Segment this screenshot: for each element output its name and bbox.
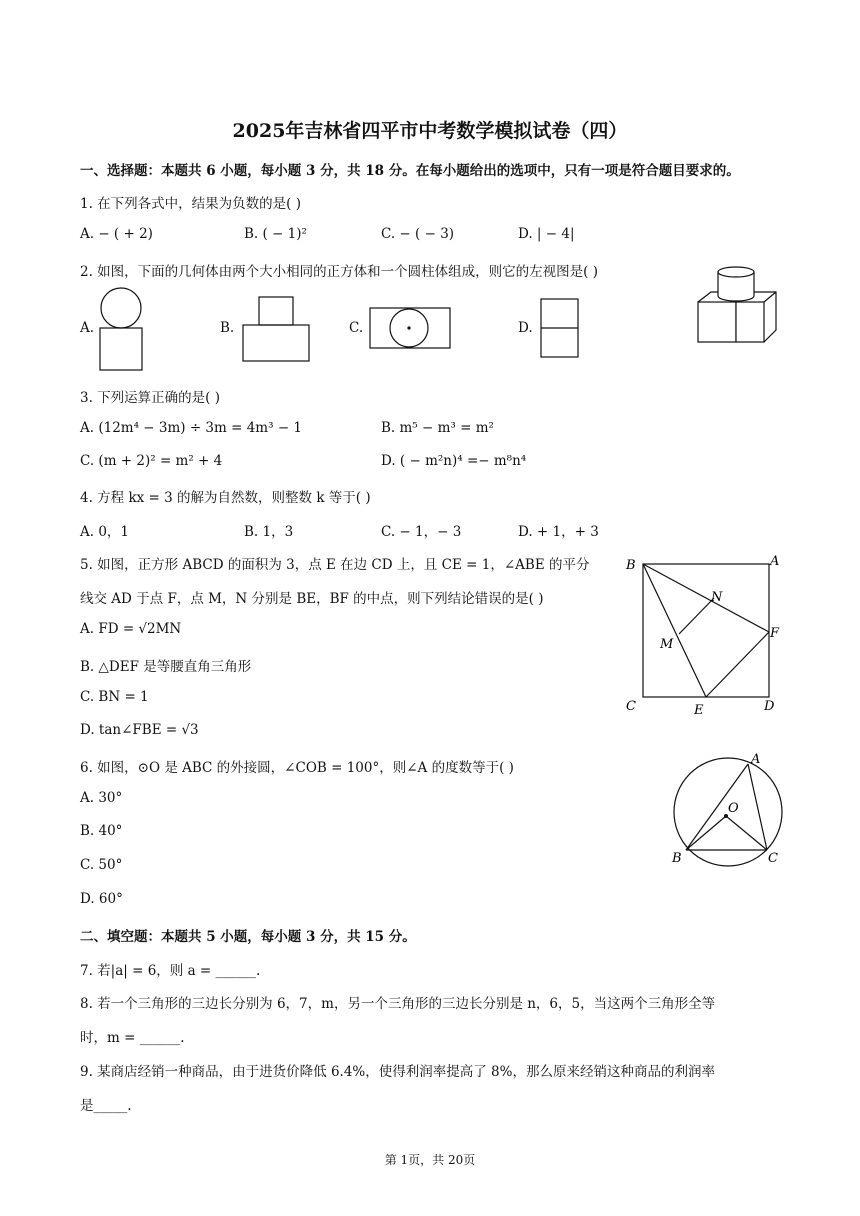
- q6-label-o: O: [728, 801, 739, 816]
- q6-stem: 6. 如图，⊙O 是 ABC 的外接圆，∠COB = 100°，则∠A 的度数等于( ): [80, 760, 514, 776]
- q9-line2: 是_____.: [80, 1098, 132, 1114]
- q6-option-d: D. 60°: [80, 891, 123, 907]
- q5-option-a: A. FD = √2MN: [80, 621, 182, 637]
- q4-option-b: B. 1，3: [244, 524, 294, 540]
- q4-stem: 4. 方程 kx = 3 的解为自然数，则整数 k 等于( ): [80, 490, 371, 506]
- q9-line1: 9. 某商店经销一种商品，由于进货价降低 6.4%，使得利润率提高了 8%，那么原来经销这种商品的利润率: [80, 1064, 715, 1080]
- q5-label-a: A: [770, 554, 780, 569]
- q4-option-c: C. − 1，− 3: [381, 524, 462, 540]
- q4-option-d: D. + 1，+ 3: [518, 524, 599, 540]
- section-choice-heading: 一、选择题：本题共 6 小题，每小题 3 分，共 18 分。在每小题给出的选项中，只有一项是符合题目要求的。: [80, 163, 740, 179]
- q1-option-b: B. ( − 1)²: [244, 226, 307, 242]
- q1-stem: 1. 在下列各式中，结果为负数的是( ): [80, 196, 301, 212]
- q3-option-d: D. ( − m²n)⁴ =− m⁸n⁴: [381, 453, 527, 469]
- q5-label-f: F: [770, 626, 780, 641]
- q3-option-b: B. m⁵ − m³ = m²: [381, 420, 494, 436]
- q5-option-d: D. tan∠FBE = √3: [80, 722, 199, 738]
- q2-option-c: C.: [349, 320, 364, 336]
- q6-label-a: A: [751, 752, 761, 767]
- q2-option-d: D.: [518, 320, 533, 336]
- q4-option-a: A. 0，1: [80, 524, 130, 540]
- q1-option-c: C. − ( − 3): [381, 226, 455, 242]
- q5-option-b: B. △DEF 是等腰直角三角形: [80, 659, 252, 675]
- q5-label-c: C: [626, 699, 636, 714]
- q5-label-m: M: [660, 637, 674, 652]
- q5-stem-line2: 线交 AD 于点 F，点 M，N 分别是 BE，BF 的中点，则下列结论错误的是( ): [80, 591, 544, 607]
- q8-line1: 8. 若一个三角形的三边长分别为 6，7，m，另一个三角形的三边长分别是 n，6，5，当这两个三角形全等: [80, 996, 716, 1012]
- q2-figure-c: [369, 306, 451, 350]
- q5-option-c: C. BN = 1: [80, 689, 149, 705]
- q5-square-figure: [622, 552, 782, 718]
- q6-circle-figure: [664, 750, 794, 870]
- page-title: 2025年吉林省四平市中考数学模拟试卷（四）: [232, 120, 628, 142]
- q3-stem: 3. 下列运算正确的是( ): [80, 390, 220, 406]
- q3-option-c: C. (m + 2)² = m² + 4: [80, 453, 223, 469]
- q6-option-c: C. 50°: [80, 857, 123, 873]
- q8-line2: 时，m = ______.: [80, 1030, 185, 1046]
- q6-option-a: A. 30°: [80, 790, 123, 806]
- section-fill-heading: 二、填空题：本题共 5 小题，每小题 3 分，共 15 分。: [80, 929, 416, 945]
- q2-figure-d: [540, 298, 580, 360]
- q2-figure-b: [242, 296, 310, 364]
- q5-label-e: E: [694, 703, 704, 718]
- q5-label-n: N: [711, 590, 723, 605]
- q2-figure-a: [96, 286, 146, 374]
- q3-option-a: A. (12m⁴ − 3m) ÷ 3m = 4m³ − 1: [80, 420, 303, 436]
- page-footer: 第 1页，共 20页: [384, 1153, 476, 1167]
- q6-label-c: C: [768, 851, 778, 866]
- q2-option-a: A.: [80, 320, 95, 336]
- q6-option-b: B. 40°: [80, 823, 123, 839]
- q6-label-b: B: [672, 851, 682, 866]
- q2-option-b: B.: [220, 320, 235, 336]
- q5-label-d: D: [764, 699, 775, 714]
- q5-label-b: B: [626, 558, 636, 573]
- q5-stem-line1: 5. 如图，正方形 ABCD 的面积为 3，点 E 在边 CD 上，且 CE = 1，∠ABE 的平分: [80, 557, 590, 573]
- q7-text: 7. 若|a| = 6，则 a = ______.: [80, 963, 261, 979]
- q1-option-a: A. − ( + 2): [80, 226, 153, 242]
- q2-solid-figure: [694, 262, 780, 344]
- q1-option-d: D. | − 4|: [518, 226, 575, 242]
- q2-stem: 2. 如图，下面的几何体由两个大小相同的正方体和一个圆柱体组成，则它的左视图是( ): [80, 264, 598, 280]
